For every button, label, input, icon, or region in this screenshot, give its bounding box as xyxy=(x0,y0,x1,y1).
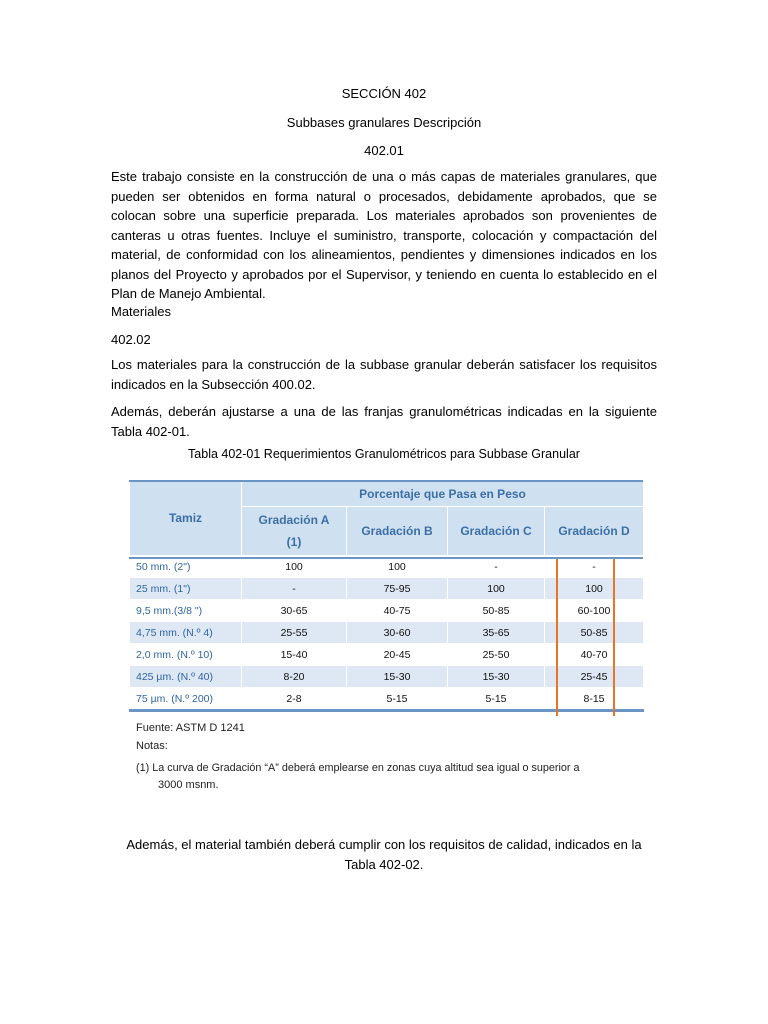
cell-a: 30-65 xyxy=(242,600,347,622)
cell-d: 60-100 xyxy=(545,600,644,622)
cell-c: 5-15 xyxy=(448,688,545,711)
cell-sieve: 425 µm. (N.º 40) xyxy=(130,666,242,688)
header-gradacion-d: Gradación D xyxy=(545,507,644,556)
cell-d: 25-45 xyxy=(545,666,644,688)
header-gradacion-a: Gradación A (1) xyxy=(242,507,347,556)
cell-c: 25-50 xyxy=(448,644,545,666)
annotation-line-right xyxy=(613,559,615,716)
cell-b: 5-15 xyxy=(347,688,448,711)
annotation-line-left xyxy=(556,559,558,716)
cell-a: - xyxy=(242,578,347,600)
header-gradacion-c: Gradación C xyxy=(448,507,545,556)
cell-b: 40-75 xyxy=(347,600,448,622)
cell-b: 15-30 xyxy=(347,666,448,688)
cell-sieve: 2,0 mm. (N.º 10) xyxy=(130,644,242,666)
table-caption: Tabla 402-01 Requerimientos Granulométricos para Subbase Granular xyxy=(188,447,580,461)
table-source: Fuente: ASTM D 1241 xyxy=(136,722,245,734)
granulometry-table xyxy=(129,480,644,712)
table-row xyxy=(130,578,644,600)
cell-sieve: 50 mm. (2") xyxy=(130,556,242,578)
header-porcentaje: Porcentaje que Pasa en Peso xyxy=(242,481,644,507)
note-1-line-1: (1) La curva de Gradación “A” deberá emplearse en zonas cuya altitud sea igual o superior a xyxy=(136,762,580,774)
table-row xyxy=(130,688,644,711)
table-row xyxy=(130,622,644,644)
cell-c: 100 xyxy=(448,578,545,600)
header-gradacion-b: Gradación B xyxy=(347,507,448,556)
cell-a: 8-20 xyxy=(242,666,347,688)
cell-b: 20-45 xyxy=(347,644,448,666)
notes-heading: Notas: xyxy=(136,740,168,752)
paragraph-materials: Los materiales para la construcción de la subbase granular deberán satisfacer los requisitos indicados en la Subsección 400.02. xyxy=(111,357,657,392)
materials-heading: Materiales xyxy=(111,304,171,319)
section-subtitle: Subbases granulares Descripción xyxy=(286,115,482,130)
cell-b: 75-95 xyxy=(347,578,448,600)
cell-d: - xyxy=(545,556,644,578)
cell-c: 15-30 xyxy=(448,666,545,688)
cell-a: 100 xyxy=(242,556,347,578)
cell-sieve: 75 µm. (N.º 200) xyxy=(130,688,242,711)
table-row xyxy=(130,644,644,666)
cell-a: 2-8 xyxy=(242,688,347,711)
cell-d: 8-15 xyxy=(545,688,644,711)
table-frame-top xyxy=(129,480,643,482)
note-1-line-2: 3000 msnm. xyxy=(158,779,219,791)
table-figure xyxy=(126,474,646,804)
cell-d: 100 xyxy=(545,578,644,600)
cell-b: 30-60 xyxy=(347,622,448,644)
header-tamiz: Tamiz xyxy=(130,481,242,556)
cell-sieve: 9,5 mm.(3/8 ") xyxy=(130,600,242,622)
cell-b: 100 xyxy=(347,556,448,578)
paragraph-calidad: Además, el material también deberá cumplir con los requisitos de calidad, indicados en la Tabla 402-02. xyxy=(126,837,642,872)
cell-c: 50-85 xyxy=(448,600,545,622)
table-row xyxy=(130,666,644,688)
cell-d: 40-70 xyxy=(545,644,644,666)
cell-c: 35-65 xyxy=(448,622,545,644)
section-title: SECCIÓN 402 xyxy=(341,86,427,101)
cell-sieve: 25 mm. (1") xyxy=(130,578,242,600)
cell-c: - xyxy=(448,556,545,578)
table-row xyxy=(130,600,644,622)
section-code: 402.01 xyxy=(364,143,404,158)
materials-code: 402.02 xyxy=(111,332,151,347)
cell-a: 15-40 xyxy=(242,644,347,666)
table-header-separator xyxy=(129,557,643,559)
cell-sieve: 4,75 mm. (N.º 4) xyxy=(130,622,242,644)
paragraph-description: Este trabajo consiste en la construcción de una o más capas de materiales granulares, que pueden ser obtenidos en forma natural o procesados, debidamente aprobados, que se colocan sobre una superficie preparada. Los materiales aprobados son provenientes de canteras u otras fuentes. Incluye el suministro, transporte, colocación y compactación del material, de conformidad con los alineamientos, pendientes y dimensiones indicados en los planos del Proyecto y aprobados por el Supervisor, y teniendo en cuenta lo establecido en el Plan de Manejo Ambiental. xyxy=(111,169,657,301)
cell-d: 50-85 xyxy=(545,622,644,644)
paragraph-franjas: Además, deberán ajustarse a una de las franjas granulométricas indicadas en la siguiente Tabla 402-01. xyxy=(111,404,657,439)
cell-a: 25-55 xyxy=(242,622,347,644)
